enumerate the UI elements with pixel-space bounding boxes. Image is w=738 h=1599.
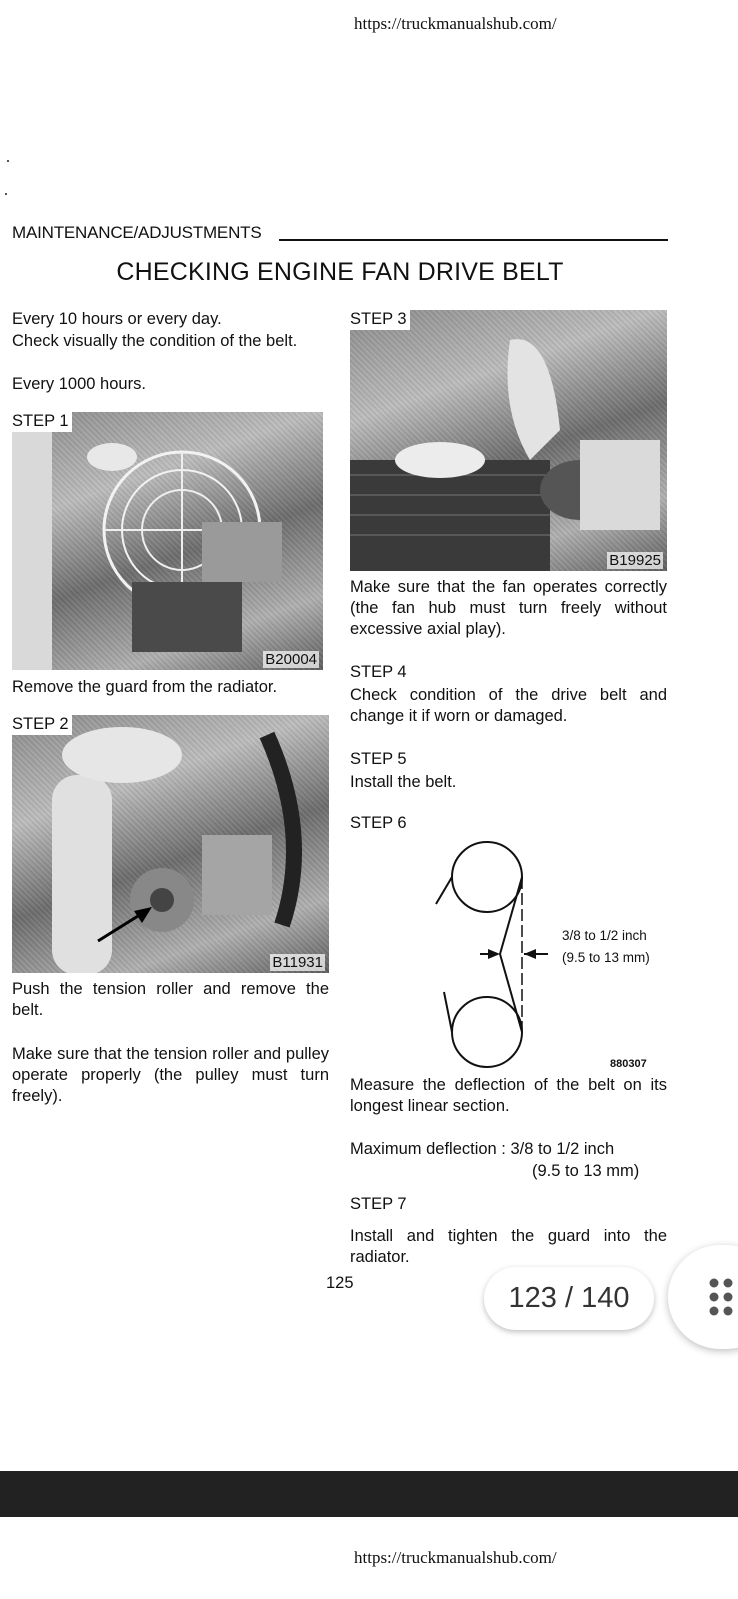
diagram-label-inch: 3/8 to 1/2 inch xyxy=(562,928,647,943)
step3-text: Make sure that the fan operates correctly (the fan hub must turn freely without excessive axial play). xyxy=(350,578,667,638)
scan-speck xyxy=(7,160,9,162)
step2-text-2: Make sure that the tension roller and pulley operate properly (the pulley must turn freely). xyxy=(12,1045,329,1105)
section-heading: MAINTENANCE/ADJUSTMENTS xyxy=(12,223,262,242)
step6-text: Measure the deflection of the belt on its longest linear section. xyxy=(350,1076,667,1115)
max-deflection-line-2: (9.5 to 13 mm) xyxy=(532,1162,640,1180)
step2-figure-code: B11931 xyxy=(272,954,323,971)
viewer-bottom-bar xyxy=(0,1471,738,1517)
step2-photo xyxy=(12,715,329,973)
max-deflection-line-1: Maximum deflection : 3/8 to 1/2 inch xyxy=(350,1140,615,1158)
intro-line-1: Every 10 hours or every day. xyxy=(12,310,222,328)
page-number: 125 xyxy=(326,1274,354,1292)
footer-url[interactable]: https://truckmanualshub.com/ xyxy=(354,1548,557,1567)
step1-label: STEP 1 xyxy=(12,412,72,432)
diagram-label-mm: (9.5 to 13 mm) xyxy=(562,950,650,965)
intro-line-3: Every 1000 hours. xyxy=(12,375,146,393)
intro-line-2: Check visually the condition of the belt. xyxy=(12,332,298,350)
fan-hub-illustration xyxy=(350,310,667,571)
step1-figure-code: B20004 xyxy=(265,651,317,668)
header-url[interactable]: https://truckmanualshub.com/ xyxy=(354,14,557,33)
step3-photo xyxy=(350,310,667,571)
step6-label: STEP 6 xyxy=(350,814,407,832)
step4-label: STEP 4 xyxy=(350,663,407,681)
step2-text: Push the tension roller and remove the belt. xyxy=(12,980,329,1019)
step1-text: Remove the guard from the radiator. xyxy=(12,678,278,696)
tension-roller-illustration xyxy=(12,715,329,973)
step5-label: STEP 5 xyxy=(350,750,407,768)
scan-speck xyxy=(5,193,7,195)
step7-text: Install and tighten the guard into the radiator. xyxy=(350,1227,667,1266)
step4-text: Check condition of the drive belt and change it if worn or damaged. xyxy=(350,686,667,725)
step3-figure-code: B19925 xyxy=(609,552,661,569)
step2-label: STEP 2 xyxy=(12,715,72,735)
fan-guard-illustration xyxy=(12,412,323,670)
section-rule xyxy=(279,239,668,241)
menu-button[interactable] xyxy=(668,1245,738,1349)
step1-photo xyxy=(12,412,323,670)
page-indicator[interactable]: 123 / 140 xyxy=(484,1267,654,1330)
step3-label: STEP 3 xyxy=(350,310,410,330)
step5-text: Install the belt. xyxy=(350,773,457,791)
grid-dots-icon xyxy=(708,1277,738,1317)
page-title: CHECKING ENGINE FAN DRIVE BELT xyxy=(116,258,564,286)
diagram-code: 880307 xyxy=(610,1058,647,1070)
step7-label: STEP 7 xyxy=(350,1195,407,1213)
